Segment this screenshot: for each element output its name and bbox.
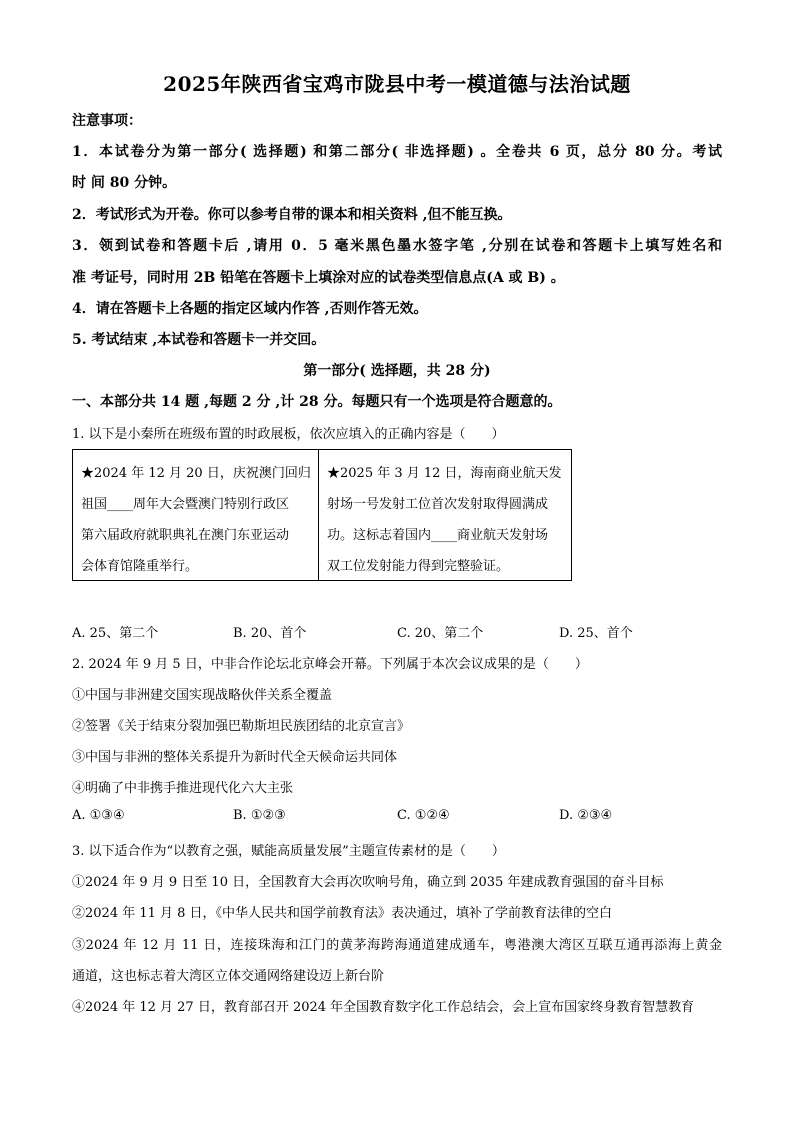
q1-info-board bbox=[72, 449, 572, 581]
q1-board-right-line: ★2025 年 3 月 12 日，海南商业航天发 bbox=[327, 466, 562, 481]
q1-stem: 1. 以下是小秦所在班级布置的时政展板，依次应填入的正确内容是（ ） bbox=[72, 427, 505, 442]
part1-heading: 第一部分( 选择题，共 28 分) bbox=[303, 363, 491, 379]
q3-item-3-line-2: 通道，这也标志着大湾区立体交通网络建设迈上新台阶 bbox=[72, 969, 385, 984]
q2-option-b: B. ①②③ bbox=[233, 808, 286, 823]
notice-heading: 注意事项： bbox=[72, 113, 142, 129]
q2-stem: 2. 2024 年 9 月 5 日，中非合作论坛北京峰会开幕。下列属于本次会议成果的是（ ） bbox=[72, 657, 588, 672]
q3-item-4: ④2024 年 12 月 27 日，教育部召开 2024 年全国教育数字化工作总结会，会上宣布国家终身教育智慧教育 bbox=[72, 1000, 695, 1015]
q1-option-b: B. 20、首个 bbox=[233, 626, 307, 641]
q3-item-1: ①2024 年 9 月 9 日至 10 日，全国教育大会再次吹响号角，确立到 2035 年建成教育强国的奋斗目标 bbox=[72, 875, 664, 890]
q2-option-d: D. ②③④ bbox=[559, 808, 613, 823]
notice-item-2: 2．考试形式为开卷。你可以参考自带的课本和相关资料 ,但不能互换。 bbox=[72, 207, 512, 223]
q2-item-2: ②签署《关于结束分裂加强巴勒斯坦民族团结的北京宣言》 bbox=[72, 719, 411, 734]
q1-board-left-line: 会体育馆隆重举行。 bbox=[81, 559, 199, 574]
q3-item-3-line-1: ③2024 年 12 月 11 日，连接珠海和江门的黄茅海跨海通道建成通车，粤港澳大湾区互联互通再添海上黄金 bbox=[72, 938, 722, 953]
notice-item-1-line-2: 时 间 80 分钟。 bbox=[72, 175, 177, 191]
q1-board-left-line: ★2024 年 12 月 20 日，庆祝澳门回归 bbox=[81, 466, 311, 481]
notice-item-1-line-1: 1．本试卷分为第一部分( 选择题) 和第二部分( 非选择题) 。全卷共 6 页，总分 80 分。考试 bbox=[72, 144, 722, 160]
q1-board-right-line: 射场一号发射工位首次发射取得圆满成 bbox=[327, 497, 549, 512]
q3-item-2: ②2024 年 11 月 8 日，《中华人民共和国学前教育法》表决通过，填补了学前教育法律的空白 bbox=[72, 906, 613, 921]
q1-board-left-line: 第六届政府就职典礼在澳门东亚运动 bbox=[81, 528, 290, 543]
q1-board-right bbox=[319, 450, 571, 580]
notice-item-4: 4．请在答题卡上各题的指定区域内作答 ,否则作答无效。 bbox=[72, 301, 428, 317]
q1-board-right-line: 双工位发射能力得到完整验证。 bbox=[327, 559, 510, 574]
q1-option-a: A. 25、第二个 bbox=[72, 626, 159, 641]
q1-option-d: D. 25、首个 bbox=[559, 626, 633, 641]
q1-board-left bbox=[73, 450, 319, 580]
notice-item-3-line-1: 3．领到试卷和答题卡后 ,请用 0．5 毫米黑色墨水签字笔 ,分别在试卷和答题卡上填写姓名和 bbox=[72, 238, 722, 254]
q1-option-c: C. 20、第二个 bbox=[397, 626, 484, 641]
q3-stem: 3. 以下适合作为“以教育之强，赋能高质量发展”主题宣传素材的是（ ） bbox=[72, 844, 505, 859]
section-instruction: 一、本部分共 14 题 ,每题 2 分 ,计 28 分。每题只有一个选项是符合题意的。 bbox=[72, 394, 562, 410]
q2-option-c: C. ①②④ bbox=[397, 808, 450, 823]
q1-board-right-line: 功。这标志着国内____商业航天发射场 bbox=[327, 528, 549, 543]
q2-item-4: ④明确了中非携手推进现代化六大主张 bbox=[72, 781, 294, 796]
page-title: 2025年陕西省宝鸡市陇县中考一模道德与法治试题 bbox=[163, 72, 631, 96]
q2-item-3: ③中国与非洲的整体关系提升为新时代全天候命运共同体 bbox=[72, 750, 398, 765]
q1-board-left-line: 祖国____周年大会暨澳门特别行政区 bbox=[81, 497, 290, 512]
q2-option-a: A. ①③④ bbox=[72, 808, 125, 823]
notice-item-5: 5. 考试结束 ,本试卷和答题卡一并交回。 bbox=[72, 332, 326, 348]
notice-item-3-line-2: 准 考证号，同时用 2B 铅笔在答题卡上填涂对应的试卷类型信息点(A 或 B) 。 bbox=[72, 270, 565, 286]
q2-item-1: ①中国与非洲建交国实现战略伙伴关系全覆盖 bbox=[72, 688, 333, 703]
